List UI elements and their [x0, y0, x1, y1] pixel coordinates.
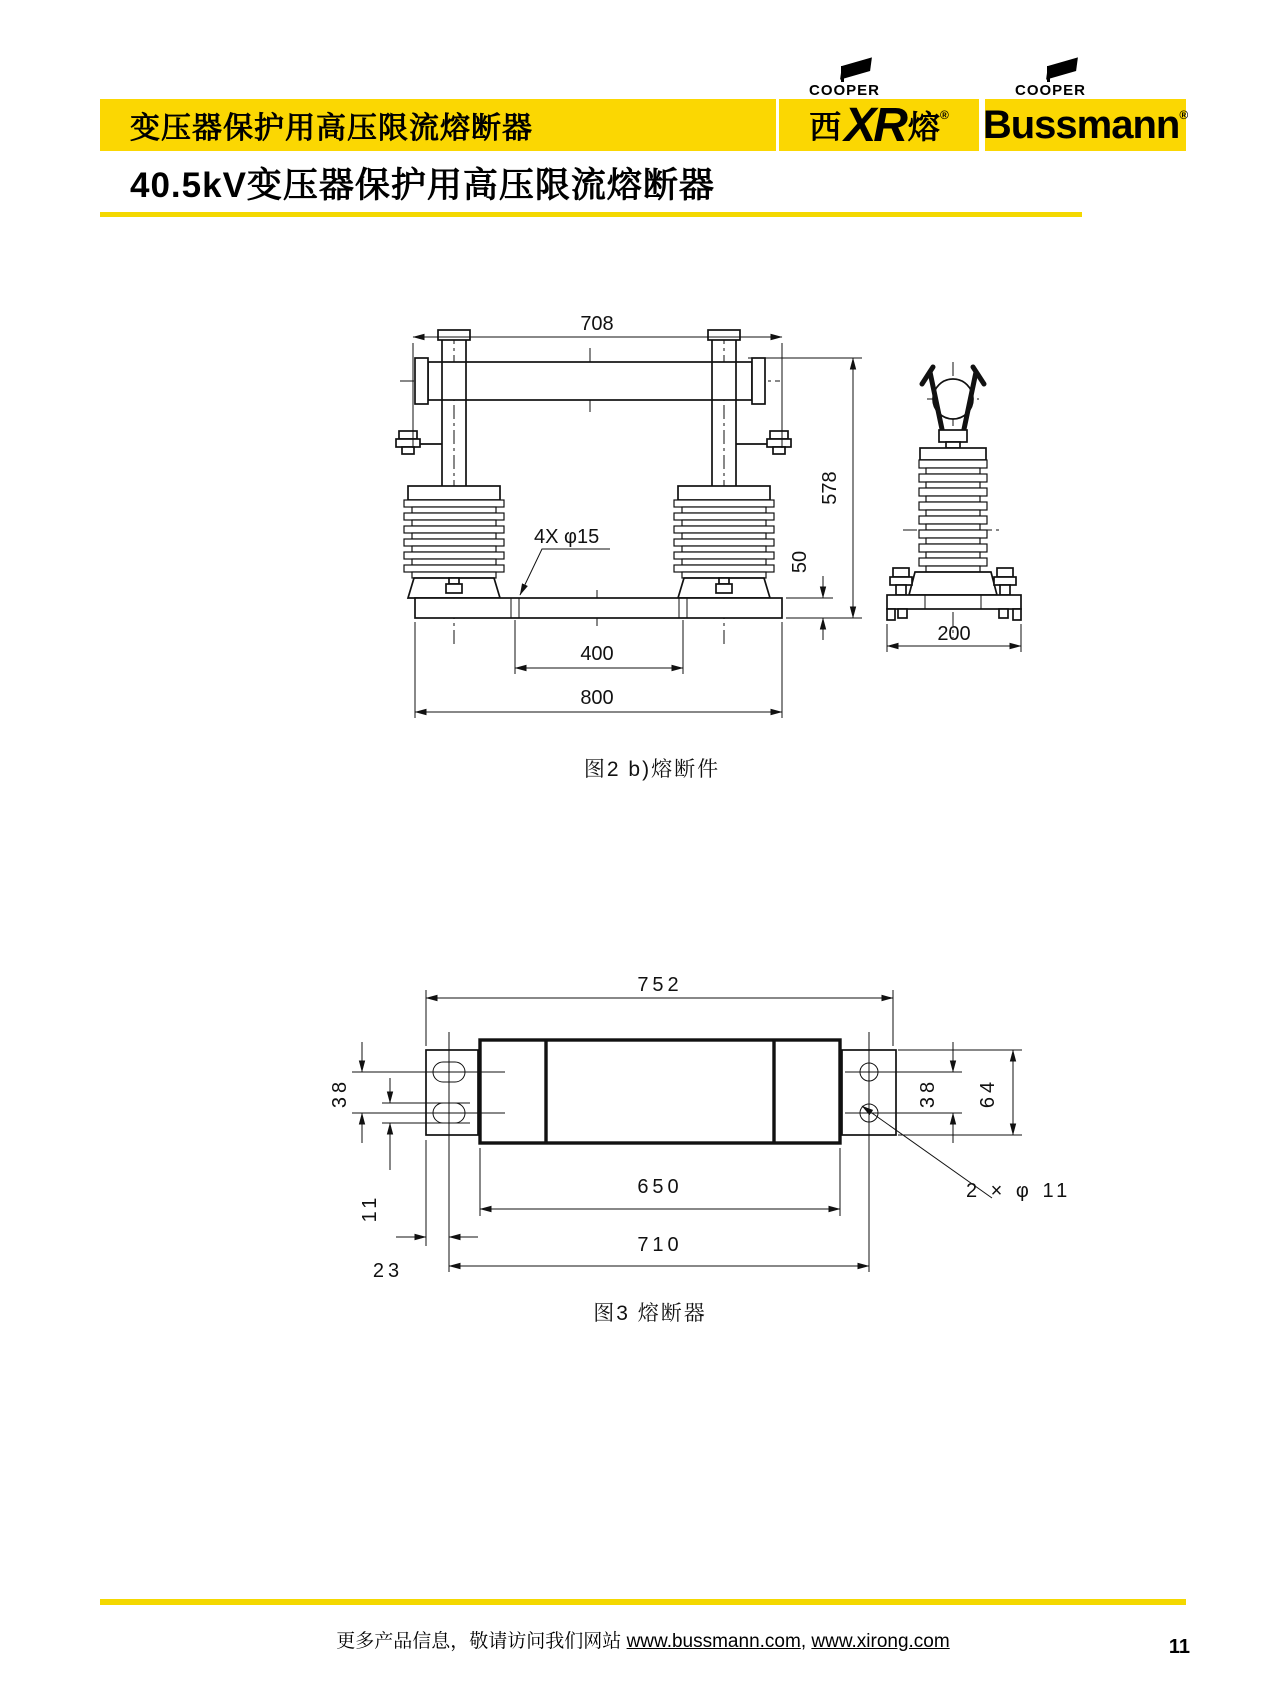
- page-title: 40.5kV变压器保护用高压限流熔断器: [130, 166, 715, 205]
- left-insulator: [404, 486, 504, 598]
- dim-400: 400: [580, 643, 614, 665]
- figure2-caption: 图2 b)熔断件: [583, 758, 721, 781]
- banner-title: 变压器保护用高压限流熔断器: [130, 112, 533, 145]
- xirong-wordmark: 西 XR 熔 ®: [779, 99, 979, 151]
- footer-link-bussmann[interactable]: www.bussmann.com: [626, 1631, 801, 1652]
- label-mount-holes: 4X φ15: [534, 526, 600, 548]
- dim-752: 752: [637, 974, 683, 996]
- figure2-front-view: [396, 330, 791, 645]
- right-insulator: [674, 486, 774, 598]
- base-plate: [415, 598, 782, 618]
- footer-text: 更多产品信息，敬请访问我们网站 www.bussmann.com, www.xirong.com: [336, 1631, 950, 1652]
- cooper-wordmark: COOPER: [1015, 82, 1087, 99]
- registered-mark: ®: [939, 108, 949, 122]
- page-number: 11: [1168, 1636, 1190, 1658]
- footer-rule: [100, 1599, 1186, 1605]
- footer-link-xirong[interactable]: www.xirong.com: [811, 1631, 950, 1652]
- footer-prefix: 更多产品信息，敬请访问我们网站: [336, 1631, 627, 1652]
- dim-200: 200: [937, 623, 971, 645]
- bussmann-wordmark: Bussmann ®: [985, 99, 1186, 151]
- dim-710: 710: [637, 1234, 683, 1256]
- dim-64: 64: [977, 1077, 999, 1109]
- xr-monogram-icon: XR: [844, 98, 905, 152]
- right-contact-bolt: [736, 431, 791, 454]
- dim-50: 50: [789, 550, 811, 574]
- figure2-side-view: [887, 362, 1021, 638]
- dim-11: 11: [359, 1193, 381, 1223]
- figure3-caption: 图3 熔断器: [593, 1302, 707, 1325]
- side-base-channel: [887, 595, 1021, 609]
- dim-800: 800: [580, 687, 614, 709]
- side-insulator: [919, 460, 987, 572]
- cooper-wordmark: COOPER: [809, 82, 881, 99]
- registered-mark: ®: [1179, 108, 1189, 122]
- left-contact-bolt: [396, 431, 442, 454]
- dim-38-left: 38: [329, 1077, 351, 1109]
- fuse-tube: [428, 362, 752, 400]
- dim-578: 578: [819, 471, 841, 505]
- dim-708: 708: [580, 313, 614, 335]
- dim-38-right: 38: [917, 1077, 939, 1109]
- label-bracket-holes: 2 × φ 11: [966, 1180, 1072, 1202]
- fuse-body: [480, 1040, 840, 1143]
- left-mounting-bracket: [426, 1050, 478, 1135]
- dim-23: 23: [372, 1260, 404, 1282]
- dim-650: 650: [637, 1176, 683, 1198]
